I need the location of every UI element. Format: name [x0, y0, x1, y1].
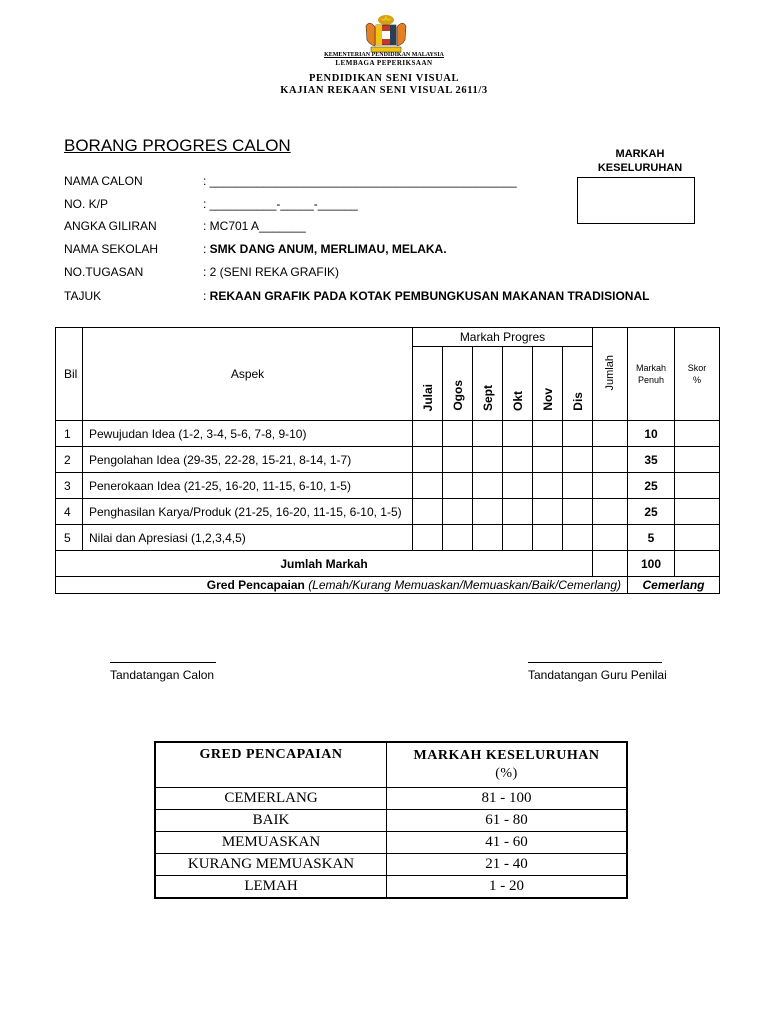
gred-label-text: Gred Pencapaian — [206, 578, 305, 592]
jumlah-total-cell[interactable] — [593, 551, 628, 577]
tajuk-text: REKAAN GRAFIK PADA KOTAK PEMBUNGKUSAN MAKANAN TRADISIONAL — [209, 289, 650, 303]
signature-line-calon[interactable] — [110, 662, 216, 663]
table-row — [56, 525, 720, 551]
info-label-nama-sekolah: NAMA SEKOLAH — [64, 242, 159, 256]
skor-cell[interactable] — [675, 525, 720, 551]
grade-header-line1: MARKAH KESELURUHAN — [413, 748, 600, 763]
header-bil: Bil — [56, 328, 83, 421]
grade-row — [155, 876, 627, 899]
header-skor — [675, 328, 720, 421]
grade-header-gred: GRED PENCAPAIAN — [155, 742, 387, 788]
grade-name: CEMERLANG — [155, 788, 387, 810]
month-label: Julai — [420, 383, 435, 411]
header-jumlah — [593, 328, 628, 421]
markah-penuh-line2: Penuh — [637, 375, 665, 385]
grade-range: 21 - 40 — [387, 854, 628, 876]
grade-header-line2: (%) — [495, 766, 518, 781]
header-subject: PENDIDIKAN SENI VISUAL — [308, 73, 460, 84]
row-bil: 4 — [56, 499, 83, 525]
grade-header-markah — [387, 742, 628, 788]
header-month-nov — [533, 347, 563, 421]
markah-penuh-line1: Markah — [635, 363, 666, 373]
jumlah-cell[interactable] — [593, 525, 628, 551]
markah-penuh-cell: 5 — [628, 525, 675, 551]
jumlah-cell[interactable] — [593, 447, 628, 473]
progress-cell[interactable] — [473, 473, 503, 499]
header-paper: KAJIAN REKAAN SENI VISUAL 2611/3 — [280, 85, 488, 96]
row-aspek: Pewujudan Idea (1-2, 3-4, 5-6, 7-8, 9-10) — [83, 421, 413, 447]
skor-cell[interactable] — [675, 499, 720, 525]
grade-table — [154, 741, 628, 899]
progress-cell[interactable] — [503, 499, 533, 525]
malaysia-crest-logo — [361, 14, 411, 54]
info-value-no-kp[interactable]: : __________-_____-______ — [203, 197, 358, 211]
table-row — [56, 421, 720, 447]
jumlah-cell[interactable] — [593, 473, 628, 499]
skor-cell[interactable] — [675, 473, 720, 499]
table-row — [56, 473, 720, 499]
row-bil: 5 — [56, 525, 83, 551]
signature-line-guru[interactable] — [528, 662, 662, 663]
progress-cell[interactable] — [563, 421, 593, 447]
progress-cell[interactable] — [413, 473, 443, 499]
header-aspek: Aspek — [83, 328, 413, 421]
skor-total-cell[interactable] — [675, 551, 720, 577]
row-aspek: Nilai dan Apresiasi (1,2,3,4,5) — [83, 525, 413, 551]
signature-label-calon: Tandatangan Calon — [110, 668, 215, 682]
progress-cell[interactable] — [563, 447, 593, 473]
info-value-angka-giliran[interactable]: : MC701 A_______ — [203, 219, 306, 233]
month-label: Sept — [480, 384, 495, 411]
info-label-nama-calon: NAMA CALON — [64, 174, 143, 188]
progress-cell[interactable] — [443, 473, 473, 499]
header-markah-penuh — [628, 328, 675, 421]
colon: : — [203, 242, 210, 256]
markah-keseluruhan-box[interactable] — [577, 177, 695, 224]
progress-cell[interactable] — [473, 447, 503, 473]
info-label-no-kp: NO. K/P — [64, 197, 109, 211]
markah-penuh-cell: 35 — [628, 447, 675, 473]
month-label: Okt — [510, 390, 525, 411]
info-value-tajuk — [203, 289, 649, 303]
progress-cell[interactable] — [413, 447, 443, 473]
header-markah-progres: Markah Progres — [413, 328, 593, 347]
header-month-ogos — [443, 347, 473, 421]
progress-cell[interactable] — [503, 421, 533, 447]
jumlah-markah-value: 100 — [628, 551, 675, 577]
progress-cell[interactable] — [533, 499, 563, 525]
jumlah-cell[interactable] — [593, 499, 628, 525]
progress-cell[interactable] — [413, 421, 443, 447]
markah-penuh-cell: 10 — [628, 421, 675, 447]
signature-label-guru: Tandatangan Guru Penilai — [528, 668, 667, 682]
progress-cell[interactable] — [413, 525, 443, 551]
jumlah-cell[interactable] — [593, 421, 628, 447]
progress-cell[interactable] — [473, 499, 503, 525]
info-label-no-tugasan: NO.TUGASAN — [64, 265, 144, 279]
progress-cell[interactable] — [533, 421, 563, 447]
markah-label-line1: MARKAH — [615, 148, 665, 160]
markah-penuh-cell: 25 — [628, 473, 675, 499]
row-bil: 2 — [56, 447, 83, 473]
gred-value: Cemerlang — [628, 577, 720, 594]
progress-cell[interactable] — [533, 473, 563, 499]
info-value-no-tugasan: : 2 (SENI REKA GRAFIK) — [203, 265, 340, 279]
row-aspek: Penghasilan Karya/Produk (21-25, 16-20, 11-15, 6-10, 1-5) — [83, 499, 413, 525]
grade-row — [155, 854, 627, 876]
row-bil: 3 — [56, 473, 83, 499]
progress-cell[interactable] — [443, 447, 473, 473]
grade-range: 1 - 20 — [387, 876, 628, 899]
grade-name: MEMUASKAN — [155, 832, 387, 854]
progress-cell[interactable] — [443, 525, 473, 551]
header-month-julai — [413, 347, 443, 421]
skor-cell[interactable] — [675, 421, 720, 447]
progress-cell[interactable] — [563, 525, 593, 551]
nama-sekolah-text: SMK DANG ANUM, MERLIMAU, MELAKA. — [209, 242, 447, 256]
markah-label-line2: KESELURUHAN — [597, 162, 683, 174]
jumlah-text: Jumlah — [604, 354, 616, 391]
gred-options-text: (Lemah/Kurang Memuaskan/Memuaskan/Baik/Cemerlang) — [308, 578, 621, 592]
month-label: Nov — [540, 388, 555, 411]
progress-cell[interactable] — [443, 421, 473, 447]
grade-range: 61 - 80 — [387, 810, 628, 832]
progress-cell[interactable] — [413, 499, 443, 525]
month-label: Ogos — [450, 380, 465, 411]
jumlah-markah-label: Jumlah Markah — [56, 551, 593, 577]
header-kementerian: KEMENTERIAN PENDIDIKAN MALAYSIA — [324, 52, 444, 58]
skor-cell[interactable] — [675, 447, 720, 473]
header-month-dis — [563, 347, 593, 421]
progress-cell[interactable] — [443, 499, 473, 525]
grade-name: LEMAH — [155, 876, 387, 899]
progress-cell[interactable] — [563, 473, 593, 499]
table-header-row — [56, 328, 720, 347]
grade-header-row — [155, 742, 627, 788]
grade-row — [155, 832, 627, 854]
info-label-tajuk: TAJUK — [64, 289, 102, 303]
gred-row — [56, 577, 720, 594]
grade-range: 41 - 60 — [387, 832, 628, 854]
info-label-angka-giliran: ANGKA GILIRAN — [64, 219, 157, 233]
table-row — [56, 447, 720, 473]
progress-table — [55, 327, 720, 594]
header-lembaga: LEMBAGA PEPERIKSAAN — [335, 59, 433, 67]
table-row — [56, 499, 720, 525]
header-month-okt — [503, 347, 533, 421]
progress-cell[interactable] — [473, 525, 503, 551]
grade-row — [155, 810, 627, 832]
progress-cell[interactable] — [533, 447, 563, 473]
info-value-nama-calon[interactable]: : ______________________________________________ — [203, 174, 517, 188]
jumlah-markah-row — [56, 551, 720, 577]
gred-pencapaian-label — [56, 577, 628, 594]
header-month-sept — [473, 347, 503, 421]
grade-name: BAIK — [155, 810, 387, 832]
info-value-nama-sekolah — [203, 242, 447, 256]
skor-line2: % — [692, 375, 701, 385]
row-aspek: Penerokaan Idea (21-25, 16-20, 11-15, 6-10, 1-5) — [83, 473, 413, 499]
markah-penuh-cell: 25 — [628, 499, 675, 525]
progress-cell[interactable] — [503, 447, 533, 473]
month-label: Dis — [570, 392, 585, 411]
progress-cell[interactable] — [533, 525, 563, 551]
skor-line1: Skor — [687, 363, 707, 373]
markah-keseluruhan-label — [585, 147, 695, 175]
colon: : — [203, 289, 210, 303]
row-bil: 1 — [56, 421, 83, 447]
grade-name: KURANG MEMUASKAN — [155, 854, 387, 876]
grade-range: 81 - 100 — [387, 788, 628, 810]
progress-cell[interactable] — [503, 473, 533, 499]
progress-cell[interactable] — [473, 421, 503, 447]
form-title: BORANG PROGRES CALON — [64, 136, 291, 155]
progress-cell[interactable] — [563, 499, 593, 525]
grade-row — [155, 788, 627, 810]
row-aspek: Pengolahan Idea (29-35, 22-28, 15-21, 8-14, 1-7) — [83, 447, 413, 473]
progress-cell[interactable] — [503, 525, 533, 551]
